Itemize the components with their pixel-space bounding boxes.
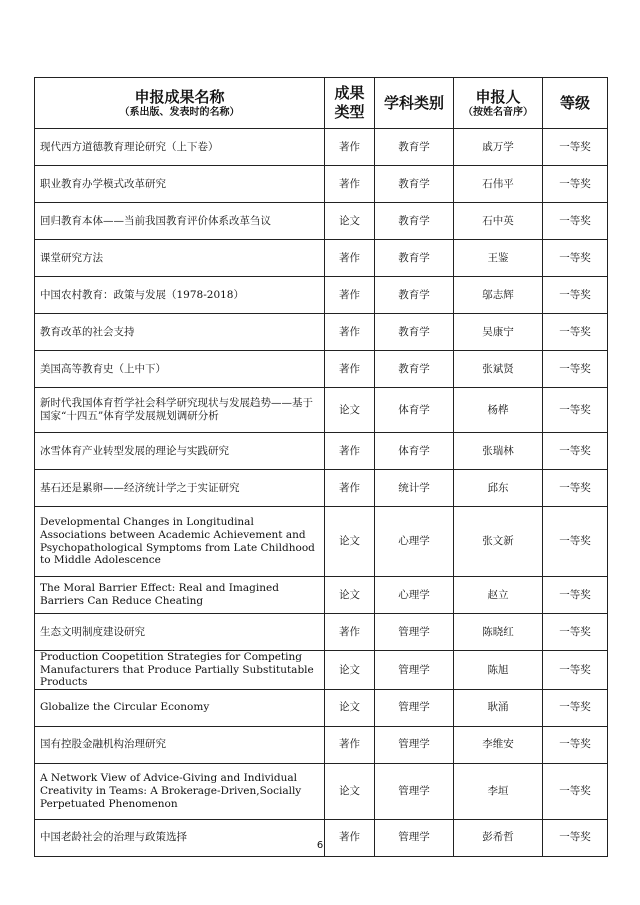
cell-name: Developmental Changes in Longitudinal Associations between Academic Achievement and Psychopathological Symptoms from Late Childhood to Middle Adolescence <box>35 507 325 577</box>
header-type-line1: 成果 <box>334 84 365 102</box>
cell-grade: 一等奖 <box>543 651 608 690</box>
cell-type: 著作 <box>325 277 375 314</box>
cell-applicant: 李垣 <box>454 763 543 819</box>
cell-discipline: 管理学 <box>375 726 454 763</box>
cell-grade: 一等奖 <box>543 351 608 388</box>
cell-type: 论文 <box>325 763 375 819</box>
cell-name: 国有控股金融机构治理研究 <box>35 726 325 763</box>
awards-table <box>34 77 608 857</box>
table-row <box>35 470 608 507</box>
cell-applicant: 陈旭 <box>454 651 543 690</box>
cell-name: 生态文明制度建设研究 <box>35 614 325 651</box>
cell-name: 基石还是累卵——经济统计学之于实证研究 <box>35 470 325 507</box>
cell-discipline: 教育学 <box>375 240 454 277</box>
table-row <box>35 166 608 203</box>
cell-discipline: 教育学 <box>375 129 454 166</box>
table-row <box>35 314 608 351</box>
cell-grade: 一等奖 <box>543 689 608 726</box>
cell-discipline: 教育学 <box>375 277 454 314</box>
header-grade-label: 等级 <box>559 93 590 112</box>
table-body <box>35 129 608 857</box>
table-header-row <box>35 78 608 129</box>
cell-name: 冰雪体育产业转型发展的理论与实践研究 <box>35 433 325 470</box>
table-row <box>35 433 608 470</box>
header-type <box>325 78 375 129</box>
cell-applicant: 李维安 <box>454 726 543 763</box>
header-applicant-title: 申报人 <box>475 87 521 106</box>
cell-grade: 一等奖 <box>543 470 608 507</box>
cell-type: 论文 <box>325 388 375 433</box>
cell-grade: 一等奖 <box>543 240 608 277</box>
table-row <box>35 614 608 651</box>
cell-discipline: 心理学 <box>375 577 454 614</box>
cell-type: 论文 <box>325 203 375 240</box>
table-row <box>35 240 608 277</box>
cell-applicant: 杨桦 <box>454 388 543 433</box>
table-row <box>35 763 608 819</box>
cell-grade: 一等奖 <box>543 314 608 351</box>
cell-type: 著作 <box>325 166 375 203</box>
cell-discipline: 心理学 <box>375 507 454 577</box>
header-type-line2: 类型 <box>334 103 365 121</box>
cell-discipline: 体育学 <box>375 433 454 470</box>
cell-type: 论文 <box>325 577 375 614</box>
cell-applicant: 张斌贤 <box>454 351 543 388</box>
cell-grade: 一等奖 <box>543 433 608 470</box>
cell-grade: 一等奖 <box>543 763 608 819</box>
cell-type: 著作 <box>325 819 375 856</box>
cell-discipline: 管理学 <box>375 819 454 856</box>
header-name-note: （系出版、发表时的名称） <box>119 106 240 118</box>
cell-applicant: 石中英 <box>454 203 543 240</box>
cell-name: 现代西方道德教育理论研究（上下卷） <box>35 129 325 166</box>
table-row <box>35 129 608 166</box>
cell-type: 著作 <box>325 470 375 507</box>
cell-applicant: 石伟平 <box>454 166 543 203</box>
table-row <box>35 351 608 388</box>
header-grade <box>543 78 608 129</box>
cell-type: 著作 <box>325 614 375 651</box>
cell-discipline: 管理学 <box>375 763 454 819</box>
cell-type: 著作 <box>325 351 375 388</box>
cell-applicant: 戚万学 <box>454 129 543 166</box>
header-name-title: 申报成果名称 <box>134 87 225 106</box>
cell-name: 回归教育本体——当前我国教育评价体系改革刍议 <box>35 203 325 240</box>
cell-applicant: 邬志辉 <box>454 277 543 314</box>
cell-grade: 一等奖 <box>543 819 608 856</box>
cell-discipline: 教育学 <box>375 314 454 351</box>
table-row <box>35 577 608 614</box>
header-applicant <box>454 78 543 129</box>
table-row <box>35 507 608 577</box>
cell-name: 中国老龄社会的治理与政策选择 <box>35 819 325 856</box>
table-row <box>35 277 608 314</box>
cell-grade: 一等奖 <box>543 203 608 240</box>
cell-grade: 一等奖 <box>543 129 608 166</box>
cell-type: 论文 <box>325 651 375 690</box>
cell-type: 著作 <box>325 726 375 763</box>
cell-discipline: 体育学 <box>375 388 454 433</box>
cell-name: 课堂研究方法 <box>35 240 325 277</box>
cell-name: 美国高等教育史（上中下） <box>35 351 325 388</box>
cell-applicant: 邱东 <box>454 470 543 507</box>
cell-name: Production Coopetition Strategies for Competing Manufacturers that Produce Partially Substitutable Products <box>35 651 325 690</box>
cell-name: A Network View of Advice-Giving and Individual Creativity in Teams: A Brokerage-Driven,Socially Perpetuated Phenomenon <box>35 763 325 819</box>
cell-type: 著作 <box>325 314 375 351</box>
cell-applicant: 陈晓红 <box>454 614 543 651</box>
cell-name: Globalize the Circular Economy <box>35 689 325 726</box>
cell-name: 教育改革的社会支持 <box>35 314 325 351</box>
table-row <box>35 203 608 240</box>
cell-grade: 一等奖 <box>543 507 608 577</box>
cell-applicant: 吴康宁 <box>454 314 543 351</box>
cell-discipline: 统计学 <box>375 470 454 507</box>
cell-name: The Moral Barrier Effect: Real and Imagined Barriers Can Reduce Cheating <box>35 577 325 614</box>
cell-grade: 一等奖 <box>543 388 608 433</box>
cell-grade: 一等奖 <box>543 577 608 614</box>
cell-name: 职业教育办学模式改革研究 <box>35 166 325 203</box>
cell-applicant: 张文新 <box>454 507 543 577</box>
cell-type: 论文 <box>325 689 375 726</box>
cell-discipline: 管理学 <box>375 651 454 690</box>
table-row <box>35 651 608 690</box>
table-row <box>35 726 608 763</box>
cell-type: 著作 <box>325 129 375 166</box>
cell-discipline: 管理学 <box>375 614 454 651</box>
cell-discipline: 教育学 <box>375 351 454 388</box>
cell-discipline: 管理学 <box>375 689 454 726</box>
header-discipline <box>375 78 454 129</box>
cell-grade: 一等奖 <box>543 166 608 203</box>
header-discipline-label: 学科类别 <box>383 93 444 112</box>
table-row <box>35 388 608 433</box>
cell-applicant: 耿涌 <box>454 689 543 726</box>
cell-discipline: 教育学 <box>375 166 454 203</box>
header-name <box>35 78 325 129</box>
cell-applicant: 赵立 <box>454 577 543 614</box>
cell-applicant: 王鉴 <box>454 240 543 277</box>
header-applicant-note: （按姓名音序） <box>463 106 533 118</box>
cell-applicant: 张瑞林 <box>454 433 543 470</box>
cell-discipline: 教育学 <box>375 203 454 240</box>
cell-grade: 一等奖 <box>543 277 608 314</box>
cell-type: 著作 <box>325 433 375 470</box>
page-number: 6 <box>316 840 324 851</box>
cell-type: 论文 <box>325 507 375 577</box>
cell-name: 中国农村教育：政策与发展（1978-2018） <box>35 277 325 314</box>
cell-grade: 一等奖 <box>543 614 608 651</box>
cell-type: 著作 <box>325 240 375 277</box>
cell-applicant: 彭希哲 <box>454 819 543 856</box>
cell-name: 新时代我国体育哲学社会科学研究现状与发展趋势——基于国家“十四五”体育学发展规划调研分析 <box>35 388 325 433</box>
cell-grade: 一等奖 <box>543 726 608 763</box>
table-row <box>35 689 608 726</box>
